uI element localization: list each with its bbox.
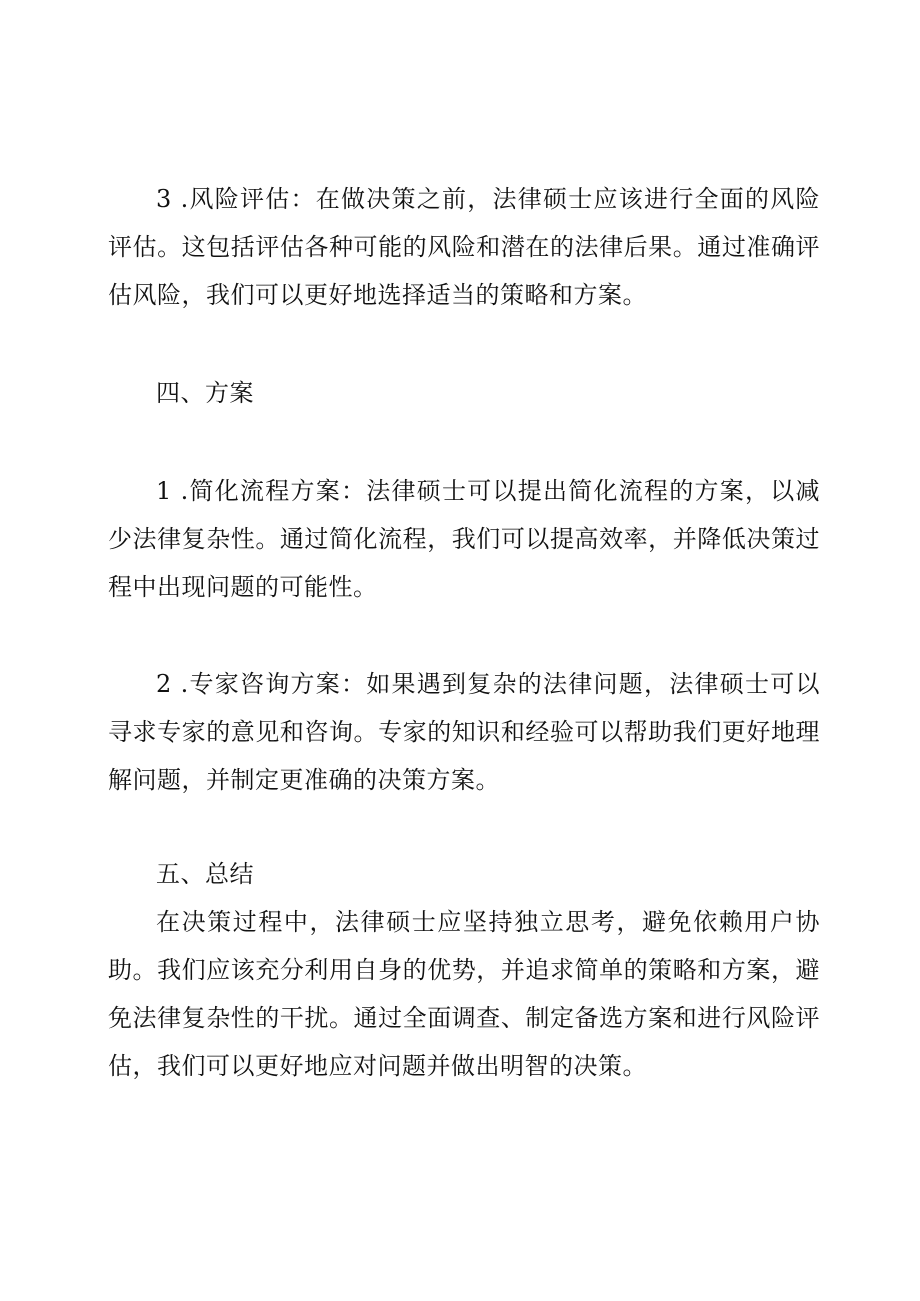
paragraph-simplify-process: 1 .简化流程方案：法律硕士可以提出简化流程的方案，以减少法律复杂性。通过简化流程，我们可以提高效率，并降低决策过程中出现问题的可能性。 xyxy=(108,477,820,601)
paragraph-summary: 在决策过程中，法律硕士应坚持独立思考，避免依赖用户协助。我们应该充分利用自身的优势，并追求简单的策略和方案，避免法律复杂性的干扰。通过全面调查、制定备选方案和进行风险评估，我们可以更好地应对问题并做出明智的决策。 xyxy=(108,908,820,1080)
heading-summary: 五、总结 xyxy=(156,860,254,888)
heading-plan: 四、方案 xyxy=(156,379,254,407)
paragraph-risk-assessment: 3 .风险评估：在做决策之前，法律硕士应该进行全面的风险评估。这包括评估各种可能的风险和潜在的法律后果。通过准确评估风险，我们可以更好地选择适当的策略和方案。 xyxy=(108,185,820,309)
paragraph-expert-consult: 2 .专家咨询方案：如果遇到复杂的法律问题，法律硕士可以寻求专家的意见和咨询。专家的知识和经验可以帮助我们更好地理解问题，并制定更准确的决策方案。 xyxy=(108,670,820,794)
